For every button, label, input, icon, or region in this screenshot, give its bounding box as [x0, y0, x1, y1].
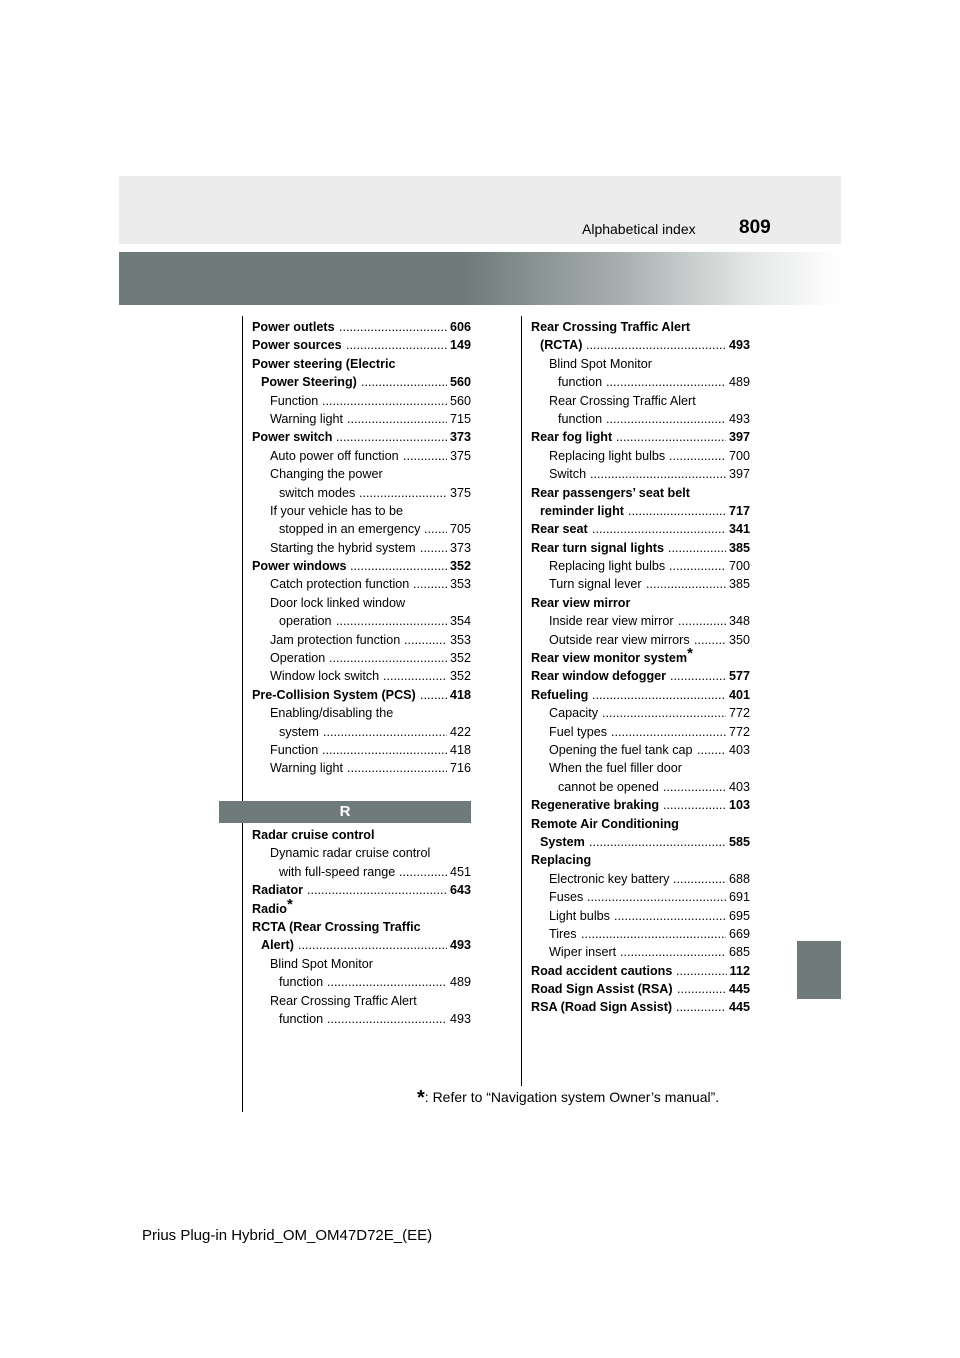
leader-dots: [592, 686, 726, 704]
leader-dots: [346, 336, 447, 354]
index-entry: [531, 594, 750, 612]
index-subentry: [252, 759, 471, 777]
leader-dots: [424, 520, 447, 538]
entry-label: Outside rear view mirrors: [549, 632, 690, 647]
entry-label: Rear Crossing Traffic Alert: [270, 993, 417, 1008]
entry-page-number: 445: [728, 982, 750, 997]
entry-page-number: 352: [449, 559, 471, 574]
entry-label: Fuel types: [549, 724, 608, 739]
leader-dots: [586, 336, 726, 354]
entry-label: Road Sign Assist (RSA): [531, 982, 673, 997]
entry-label: Capacity: [549, 706, 598, 721]
entry-page-number: 403: [728, 779, 750, 794]
entry-label: Rear Crossing Traffic Alert: [549, 393, 696, 408]
entry-label: Power switch: [252, 430, 333, 445]
leader-dots: [361, 373, 447, 391]
index-subentry: [252, 955, 471, 973]
entry-page-number: 352: [449, 651, 471, 666]
index-entry: [531, 686, 750, 704]
leader-dots: [298, 936, 447, 954]
leader-dots: [350, 557, 447, 575]
entry-page-number: 772: [728, 706, 750, 721]
leader-dots: [646, 575, 726, 593]
leader-dots: [668, 539, 726, 557]
index-subentry: [252, 575, 471, 593]
index-subentry: [252, 704, 471, 722]
index-subentry: [252, 484, 471, 502]
entry-label: with full-speed range: [279, 864, 396, 879]
index-subentry: [531, 355, 750, 373]
entry-page-number: 669: [728, 926, 750, 941]
entry-label: Auto power off function: [270, 448, 399, 463]
entry-page-number: 489: [728, 375, 750, 390]
header-bar: [119, 176, 841, 244]
index-subentry: [531, 447, 750, 465]
entry-page-number: 341: [728, 522, 750, 537]
entry-page-number: 418: [449, 742, 471, 757]
index-entry: [252, 428, 471, 446]
index-entry: [531, 962, 750, 980]
column-divider-left: [242, 316, 243, 1112]
entry-page-number: 348: [728, 614, 750, 629]
leader-dots: [669, 447, 726, 465]
entry-label: Rear view monitor system: [531, 651, 688, 666]
entry-label: Rear Crossing Traffic Alert: [531, 320, 691, 334]
leader-dots: [336, 612, 447, 630]
footnote-text: : Refer to “Navigation system Owner’s manual”.: [424, 1089, 720, 1105]
leader-dots: [669, 557, 726, 575]
entry-label: Radiator: [252, 883, 304, 898]
entry-label: operation: [279, 614, 332, 629]
entry-label: Function: [270, 742, 319, 757]
leader-dots: [592, 520, 726, 538]
entry-page-number: 149: [449, 338, 471, 353]
leader-dots: [327, 1010, 447, 1028]
entry-page-number: 397: [728, 467, 750, 482]
entry-page-number: 705: [449, 522, 471, 537]
entry-page-number: 401: [728, 687, 750, 702]
entry-label: function: [279, 1011, 324, 1026]
entry-page-number: 606: [449, 320, 471, 334]
index-subentry: [531, 870, 750, 888]
entry-label: Switch: [549, 467, 587, 482]
entry-label: Wiper insert: [549, 945, 617, 960]
entry-label: Regenerative braking: [531, 798, 660, 813]
index-subentry: [252, 649, 471, 667]
entry-page-number: 688: [728, 871, 750, 886]
entry-label: Rear passengers’ seat belt: [531, 485, 690, 500]
header-gradient-band: [119, 252, 841, 305]
entry-label: Jam protection function: [270, 632, 401, 647]
index-entry: [252, 918, 471, 936]
entry-page-number: 695: [728, 908, 750, 923]
index-subentry: [252, 447, 471, 465]
entry-page-number: 422: [449, 724, 471, 739]
index-entry: [531, 851, 750, 869]
entry-page-number: 560: [449, 375, 471, 390]
entry-page-number: 489: [449, 975, 471, 990]
entry-label: Opening the fuel tank cap: [549, 742, 693, 757]
entry-label: Turn signal lever: [549, 577, 642, 592]
entry-label: Radio: [252, 901, 287, 916]
entry-label: (RCTA): [540, 338, 583, 353]
leader-dots: [339, 318, 447, 336]
leader-dots: [589, 833, 726, 851]
entry-label: Rear fog light: [531, 430, 613, 445]
entry-label: RCTA (Rear Crossing Traffic: [252, 919, 421, 934]
leader-dots: [620, 943, 726, 961]
index-subentry: [252, 594, 471, 612]
index-entry: [531, 318, 750, 336]
entry-label: Alert): [261, 938, 294, 953]
footnote: [417, 1087, 719, 1110]
index-subentry: [531, 373, 750, 391]
entry-page-number: 493: [728, 411, 750, 426]
index-subentry: [531, 465, 750, 483]
leader-dots: [694, 631, 726, 649]
index-subentry: [531, 575, 750, 593]
index-entry: [531, 428, 750, 446]
index-subentry: [531, 392, 750, 410]
index-subentry: [531, 925, 750, 943]
entry-page-number: 350: [728, 632, 750, 647]
footnote-asterisk: *: [687, 645, 693, 663]
entry-page-number: 700: [728, 559, 750, 574]
leader-dots: [347, 410, 447, 428]
leader-dots: [606, 410, 726, 428]
index-subentry: [531, 943, 750, 961]
leader-dots: [307, 881, 447, 899]
entry-page-number: 700: [728, 448, 750, 463]
index-entry: [531, 833, 750, 851]
entry-page-number: 493: [728, 338, 750, 353]
entry-page-number: 715: [449, 411, 471, 426]
entry-page-number: 353: [449, 632, 471, 647]
index-subentry: [252, 992, 471, 1010]
entry-page-number: 445: [728, 1000, 750, 1015]
index-entry: [531, 336, 750, 354]
index-subentry: [531, 631, 750, 649]
index-subentry: [252, 667, 471, 685]
entry-label: Rear window defogger: [531, 669, 667, 684]
entry-page-number: 403: [728, 742, 750, 757]
entry-page-number: 112: [729, 963, 750, 978]
leader-dots: [663, 778, 726, 796]
footnote-marker: *: [417, 1087, 425, 1109]
entry-label: Dynamic radar cruise control: [270, 846, 431, 861]
entry-label: Power windows: [252, 559, 347, 574]
entry-label: Power outlets: [252, 320, 335, 334]
footer-doc-id: Prius Plug-in Hybrid_OM_OM47D72E_(EE): [142, 1227, 433, 1244]
entry-page-number: 717: [728, 503, 750, 518]
index-subentry: [252, 502, 471, 520]
index-subentry: [531, 410, 750, 428]
entry-label: RSA (Road Sign Assist): [531, 1000, 673, 1015]
index-column-2: [252, 826, 471, 1028]
index-column-1: [252, 318, 471, 778]
entry-label: Remote Air Conditioning: [531, 816, 679, 831]
index-subentry: [252, 1010, 471, 1028]
entry-label: Replacing light bulbs: [549, 448, 666, 463]
entry-page-number: 103: [728, 798, 750, 813]
entry-label: Power steering (Electric: [252, 356, 396, 371]
index-subentry: [531, 778, 750, 796]
entry-label: Electronic key battery: [549, 871, 670, 886]
index-subentry: [531, 759, 750, 777]
leader-dots: [670, 667, 726, 685]
leader-dots: [347, 759, 447, 777]
index-subentry: [252, 631, 471, 649]
entry-label: Power sources: [252, 338, 342, 353]
index-entry: [531, 796, 750, 814]
entry-page-number: 373: [449, 540, 471, 555]
index-subentry: [252, 539, 471, 557]
leader-dots: [628, 502, 726, 520]
entry-label: Tires: [549, 926, 577, 941]
leader-dots: [676, 998, 726, 1016]
entry-label: Starting the hybrid system: [270, 540, 416, 555]
index-subentry: [531, 723, 750, 741]
index-entry: [252, 557, 471, 575]
entry-page-number: 560: [449, 393, 471, 408]
entry-label: System: [540, 834, 585, 849]
entry-label: Radar cruise control: [252, 828, 375, 842]
entry-label: Rear seat: [531, 522, 588, 537]
entry-page-number: 577: [728, 669, 750, 684]
index-entry: [531, 980, 750, 998]
leader-dots: [322, 741, 447, 759]
entry-page-number: 772: [728, 724, 750, 739]
entry-page-number: 493: [449, 1011, 471, 1026]
index-entry: [252, 373, 471, 391]
entry-page-number: 585: [728, 834, 750, 849]
entry-label: Replacing: [531, 853, 592, 868]
leader-dots: [673, 870, 726, 888]
entry-label: stopped in an emergency: [279, 522, 421, 537]
leader-dots: [611, 723, 726, 741]
index-entry: [252, 686, 471, 704]
entry-label: Operation: [270, 651, 326, 666]
index-subentry: [252, 612, 471, 630]
entry-page-number: 352: [449, 669, 471, 684]
leader-dots: [678, 612, 726, 630]
entry-page-number: 451: [449, 864, 471, 879]
index-entry: [252, 895, 471, 918]
entry-label: Blind Spot Monitor: [270, 956, 373, 971]
entry-label: Fuses: [549, 890, 584, 905]
entry-label: Pre-Collision System (PCS): [252, 687, 416, 702]
entry-label: Changing the power: [270, 467, 383, 482]
leader-dots: [614, 907, 726, 925]
index-entry: [531, 484, 750, 502]
entry-label: Replacing light bulbs: [549, 559, 666, 574]
leader-dots: [383, 667, 447, 685]
entry-page-number: 643: [449, 883, 471, 898]
leader-dots: [581, 925, 726, 943]
leader-dots: [413, 575, 447, 593]
leader-dots: [322, 392, 447, 410]
entry-page-number: 397: [728, 430, 750, 445]
index-subentry: [252, 741, 471, 759]
entry-label: Warning light: [270, 411, 344, 426]
section-title: Alphabetical index: [582, 221, 696, 237]
leader-dots: [602, 704, 726, 722]
chapter-tab-marker: [797, 941, 841, 999]
entry-page-number: 373: [449, 430, 471, 445]
leader-dots: [323, 723, 447, 741]
leader-dots: [590, 465, 726, 483]
leader-dots: [676, 962, 727, 980]
entry-label: Catch protection function: [270, 577, 410, 592]
entry-label: Road accident cautions: [531, 963, 673, 978]
column-divider-middle: [521, 316, 522, 1086]
entry-page-number: 691: [728, 890, 750, 905]
leader-dots: [403, 447, 447, 465]
index-entry: [252, 936, 471, 954]
leader-dots: [399, 863, 447, 881]
footnote-asterisk: *: [286, 895, 293, 913]
index-entry: [252, 336, 471, 354]
index-column-3: [531, 318, 750, 1017]
index-entry: [531, 645, 750, 667]
entry-label: Refueling: [531, 687, 589, 702]
page-number: 809: [739, 217, 771, 238]
index-subentry: [531, 704, 750, 722]
entry-label: Rear turn signal lights: [531, 540, 664, 555]
index-entry: [531, 667, 750, 685]
index-subentry: [252, 410, 471, 428]
entry-label: system: [279, 724, 319, 739]
index-subentry: [252, 465, 471, 483]
index-entry: [531, 520, 750, 538]
index-subentry: [531, 741, 750, 759]
index-subentry: [252, 863, 471, 881]
entry-label: Warning light: [270, 761, 344, 776]
index-subentry: [531, 612, 750, 630]
index-subentry: [531, 907, 750, 925]
entry-label: Door lock linked window: [270, 595, 406, 610]
leader-dots: [336, 428, 447, 446]
entry-page-number: 385: [728, 577, 750, 592]
index-subentry: [531, 888, 750, 906]
index-entry: [531, 502, 750, 520]
index-entry: [252, 318, 471, 336]
entry-label: cannot be opened: [558, 779, 659, 794]
leader-dots: [587, 888, 726, 906]
index-entry: [531, 815, 750, 833]
entry-page-number: 716: [449, 761, 471, 776]
entry-label: Power Steering): [261, 375, 357, 390]
entry-page-number: 385: [728, 540, 750, 555]
entry-label: Inside rear view mirror: [549, 614, 674, 629]
index-entry: [252, 881, 471, 899]
index-subentry: [531, 557, 750, 575]
leader-dots: [697, 741, 726, 759]
index-entry: [531, 998, 750, 1016]
entry-label: When the fuel filler door: [549, 761, 683, 776]
leader-dots: [404, 631, 447, 649]
index-subentry: [252, 392, 471, 410]
index-subentry: [252, 844, 471, 862]
entry-label: Blind Spot Monitor: [549, 356, 652, 371]
index-subentry: [252, 520, 471, 538]
entry-label: If your vehicle has to be: [270, 503, 404, 518]
index-entry: [252, 826, 471, 844]
entry-page-number: 685: [728, 945, 750, 960]
entry-label: function: [279, 975, 324, 990]
index-entry: [531, 539, 750, 557]
leader-dots: [420, 539, 447, 557]
leader-dots: [616, 428, 726, 446]
entry-label: Light bulbs: [549, 908, 610, 923]
entry-label: function: [558, 411, 603, 426]
leader-dots: [359, 484, 447, 502]
entry-label: Enabling/disabling the: [270, 706, 394, 721]
leader-dots: [329, 649, 447, 667]
index-subentry: [252, 973, 471, 991]
entry-page-number: 375: [449, 448, 471, 463]
entry-page-number: 353: [449, 577, 471, 592]
entry-page-number: 375: [449, 485, 471, 500]
leader-dots: [420, 686, 447, 704]
entry-page-number: 493: [449, 938, 471, 953]
leader-dots: [663, 796, 726, 814]
leader-dots: [606, 373, 726, 391]
entry-page-number: 418: [449, 687, 471, 702]
entry-page-number: 354: [449, 614, 471, 629]
section-letter-bar: R: [219, 801, 471, 823]
entry-label: Window lock switch: [270, 669, 380, 684]
leader-dots: [677, 980, 726, 998]
entry-label: Function: [270, 393, 319, 408]
index-subentry: [252, 723, 471, 741]
entry-label: function: [558, 375, 603, 390]
entry-label: switch modes: [279, 485, 356, 500]
entry-label: reminder light: [540, 503, 624, 518]
index-entry: [252, 355, 471, 373]
entry-label: Rear view mirror: [531, 595, 631, 610]
leader-dots: [327, 973, 447, 991]
